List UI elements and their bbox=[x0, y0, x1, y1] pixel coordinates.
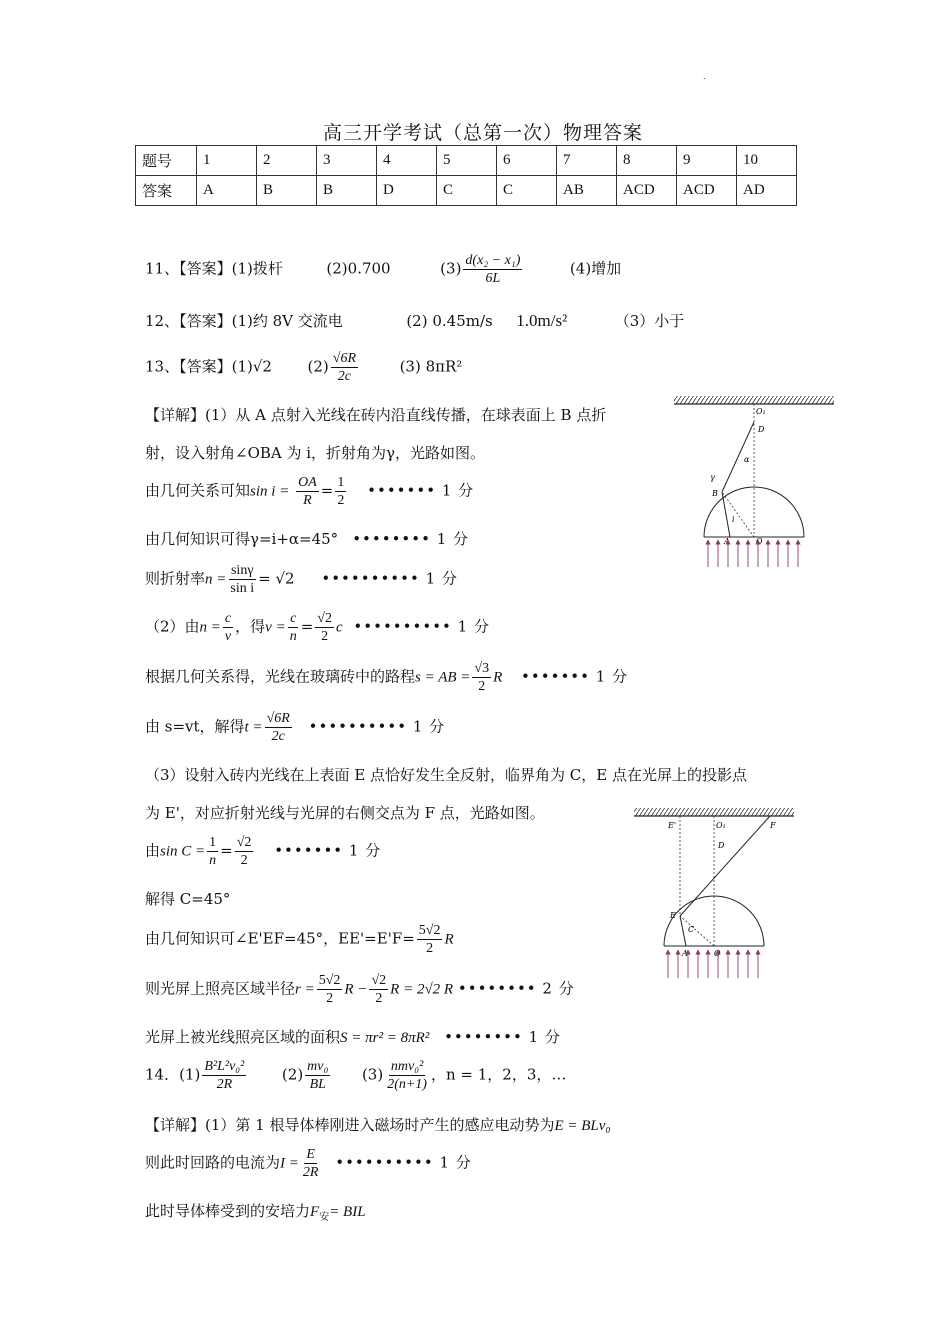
q14-line: 14．(1) $\frac{\text{B²L²v₀²}}{2R}$ (2) $\frac{\text{mv₀}}{BL}$ (3) $\frac{\text{nmv₀²}}{2(n+1)}$ ，n = 1，2，3，… bbox=[145, 1059, 567, 1092]
q13-step-8: 解得 C=45° bbox=[145, 890, 231, 908]
score: •••••••••• 1 分 bbox=[353, 617, 490, 636]
q13-step-1: 由几何关系可知sin i = $\frac{OA}{R}$ = $\frac{1}{2}$ ••••••• 1 分 bbox=[145, 475, 475, 508]
answer-table bbox=[135, 145, 797, 206]
q13-p1: (1)√2 bbox=[231, 357, 272, 376]
table-row bbox=[136, 176, 797, 206]
table-cell: 7 bbox=[557, 146, 617, 176]
q13-step-4: （2）由n = $\frac{c}{v}$ ，得v = $\frac{c}{n}$ = $\frac{√2}{2}$ c •••••••••• 1 分 bbox=[145, 611, 490, 644]
q11-p4: (4)增加 bbox=[569, 259, 622, 278]
ray-ef bbox=[680, 816, 770, 916]
score: •••••••• 1 分 bbox=[444, 1028, 561, 1046]
table-cell: 10 bbox=[737, 146, 797, 176]
table-cell: 2 bbox=[257, 146, 317, 176]
table-cell: D bbox=[377, 176, 437, 206]
screen-hatch bbox=[634, 808, 794, 816]
q11-label: 11、【答案】 bbox=[145, 259, 232, 278]
label-e: E bbox=[670, 911, 676, 920]
q13-p3: (3) 8πR² bbox=[399, 357, 463, 376]
q13-p2-fraction bbox=[331, 350, 358, 385]
label-d: D bbox=[718, 841, 725, 850]
q13-step-3: 则折射率n = $\frac{\sin\gamma}{\text{sin i}}$ = √2 •••••••••• 1 分 bbox=[145, 563, 458, 596]
label-o1: O₁ bbox=[716, 821, 726, 830]
table-row bbox=[136, 146, 797, 176]
q13-step-5: 根据几何关系得，光线在玻璃砖中的路程s = AB = $\frac{√3}{2}$ R ••••••• 1 分 bbox=[145, 661, 629, 694]
label-a: A bbox=[682, 949, 688, 958]
denominator: 2c bbox=[337, 369, 351, 384]
q11-line bbox=[145, 252, 621, 287]
score: •••••••• 1 分 bbox=[352, 530, 470, 548]
table-cell: 9 bbox=[677, 146, 737, 176]
label-a: A bbox=[724, 537, 730, 546]
q13-step-9: 由几何知识可∠E'EF=45°，EE'=E'F= $\frac{5√2}{2}$ R bbox=[145, 923, 454, 956]
label-d: D bbox=[758, 425, 765, 434]
q13-step-2: 由几何知识可得γ=i+α=45° •••••••• 1 分 bbox=[145, 530, 470, 548]
q14-step-1: 则此时回路的电流为I = $\frac{E}{2R}$ •••••••••• 1 分 bbox=[145, 1147, 472, 1180]
table-cell: 5 bbox=[437, 146, 497, 176]
q13-step-11: 光屏上被光线照亮区域的面积S = πr² = 8πR² •••••••• 1 分 bbox=[145, 1028, 561, 1046]
table-cell: 答案 bbox=[136, 176, 197, 206]
q13-detail-1a: 【详解】(1）从 A 点射入光线在砖内沿直线传播，在球表面上 B 点折 bbox=[145, 406, 607, 424]
score: •••••••••• 1 分 bbox=[308, 717, 446, 736]
q12-label: 12、【答案】 bbox=[145, 312, 232, 330]
ray-ab bbox=[722, 492, 730, 537]
table-cell: 4 bbox=[377, 146, 437, 176]
table-cell: B bbox=[317, 176, 377, 206]
text: 由几何关系可知 bbox=[145, 481, 251, 500]
q11-p1: (1)拨杆 bbox=[231, 259, 283, 278]
q12-line bbox=[145, 310, 684, 331]
q13-line bbox=[145, 350, 462, 385]
q12-p2: (2) 0.45m/s bbox=[406, 312, 493, 330]
label-f: F bbox=[770, 821, 776, 830]
score: ••••••• 1 分 bbox=[274, 841, 382, 860]
q12-p3: （3）小于 bbox=[614, 312, 685, 330]
label-gamma: γ bbox=[710, 473, 715, 482]
table-cell: AB bbox=[557, 176, 617, 206]
q13-step-10: 则光屏上照亮区域半径r = $\frac{5√2}{2}$ R − $\frac{√2}{2}$ R = 2√2 R •••••••• 2 分 bbox=[145, 973, 575, 1006]
label-e-prime: E' bbox=[668, 821, 677, 830]
q13-detail-1b: 射，设入射角∠OBA 为 i，折射角为γ，光路如图。 bbox=[145, 444, 486, 462]
label-o: O bbox=[756, 537, 763, 546]
fraction: $\frac{\sin\gamma}{\text{sin i}}$ bbox=[230, 563, 255, 596]
q11-p3-fraction bbox=[463, 252, 522, 287]
table-cell: 题号 bbox=[136, 146, 197, 176]
table-cell: 8 bbox=[617, 146, 677, 176]
table-cell: ACD bbox=[677, 176, 737, 206]
corner-mark: . bbox=[703, 72, 706, 81]
q13-label: 13、【答案】 bbox=[145, 357, 232, 376]
fraction: $\frac{OA}{R}$ bbox=[298, 475, 317, 508]
q11-p2: (2)0.700 bbox=[326, 259, 391, 278]
figure-1-light-path bbox=[672, 392, 838, 572]
q14-detail-1: 【详解】(1）第 1 根导体棒刚进入磁场时产生的感应电动势为E = BLv₀ bbox=[145, 1116, 611, 1134]
screen-hatch bbox=[674, 396, 834, 404]
table-cell: AD bbox=[737, 176, 797, 206]
q13-detail-3b: 为 E'，对应折射光线与光屏的右侧交点为 F 点，光路如图。 bbox=[145, 804, 545, 822]
score: ••••••• 1 分 bbox=[367, 481, 475, 500]
score: ••••••• 1 分 bbox=[521, 667, 629, 686]
q13-step-6: 由 s=vt，解得t = $\frac{√6R}{2c}$ •••••••••• 1 分 bbox=[145, 711, 446, 744]
q13-p2: (2) bbox=[307, 357, 329, 376]
table-cell: C bbox=[437, 176, 497, 206]
q13-detail-3a: （3）设射入砖内光线在上表面 E 点恰好发生全反射，临界角为 C，E 点在光屏上的投影点 bbox=[145, 766, 747, 784]
table-cell: 1 bbox=[197, 146, 257, 176]
figure-2-light-path bbox=[630, 806, 800, 986]
equation: sin i = bbox=[250, 483, 290, 500]
denominator: 6L bbox=[485, 271, 501, 286]
label-i: i bbox=[732, 515, 735, 524]
fraction: $\frac{1}{2}$ bbox=[337, 475, 345, 508]
ray-ae bbox=[680, 916, 686, 946]
label-b: B bbox=[712, 489, 718, 498]
label-c: C bbox=[688, 925, 695, 934]
table-cell: C bbox=[497, 176, 557, 206]
table-cell: B bbox=[257, 176, 317, 206]
q14-step-2: 此时导体棒受到的安培力$F_安=$ BIL bbox=[145, 1202, 366, 1223]
incident-arrows bbox=[708, 542, 798, 567]
label-o: O bbox=[714, 949, 721, 958]
score: •••••••••• 1 分 bbox=[321, 569, 458, 588]
numerator: √6R bbox=[332, 351, 357, 366]
q11-p3: (3) bbox=[440, 259, 462, 278]
table-cell: 6 bbox=[497, 146, 557, 176]
numerator: d(x₂ − x₁) bbox=[465, 253, 521, 268]
score: •••••••••• 1 分 bbox=[335, 1153, 472, 1172]
label-o1: O₁ bbox=[756, 407, 766, 416]
radius-ob bbox=[722, 492, 754, 537]
page-title: 高三开学考试（总第一次）物理答案 bbox=[323, 122, 644, 144]
q12-p2b: 1.0m/s² bbox=[516, 311, 568, 330]
table-cell: ACD bbox=[617, 176, 677, 206]
table-cell: 3 bbox=[317, 146, 377, 176]
label-alpha: α bbox=[744, 455, 750, 464]
q12-p1: (1)约 8V 交流电 bbox=[231, 312, 343, 330]
q13-step-7: 由sin C = $\frac{1}{n}$ = $\frac{√2}{2}$ ••••••• 1 分 bbox=[145, 835, 382, 868]
table-cell: A bbox=[197, 176, 257, 206]
score: •••••••• 2 分 bbox=[457, 979, 575, 998]
